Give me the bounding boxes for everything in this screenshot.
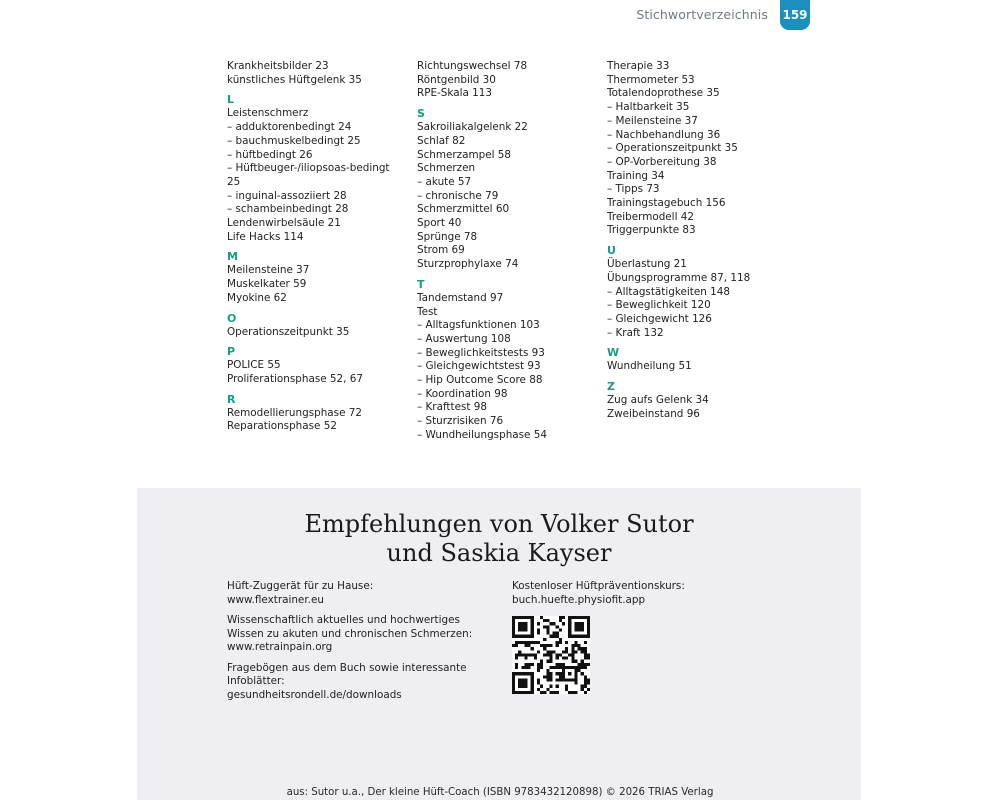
index-letter-heading: O <box>227 311 237 325</box>
copyright-footer: aus: Sutor u.a., Der kleine Hüft-Coach (ISBN 9783432120898) © 2026 TRIAS Verlag <box>286 787 714 798</box>
index-entry: Leistenschmerz <box>227 107 309 120</box>
index-entry: – Hüftbeuger-/iliopsoas-bedingt <box>227 162 390 175</box>
index-entry: – bauchmuskelbedingt 25 <box>227 134 361 147</box>
index-entry: – Hip Outcome Score 88 <box>417 374 543 387</box>
index-entry: – Gleichgewicht 126 <box>607 312 712 325</box>
index-entry: Richtungswechsel 78 <box>417 60 528 72</box>
index-entry: – Operationszeitpunkt 35 <box>607 142 738 155</box>
index-entry: Zug aufs Gelenk 34 <box>607 394 709 407</box>
index-letter-heading: S <box>417 107 425 121</box>
index-column-2 <box>417 60 602 443</box>
index-entry: – Koordination 98 <box>417 387 508 400</box>
index-entry: Life Hacks 114 <box>227 230 304 243</box>
index-letter-heading: Z <box>607 380 615 394</box>
index-entry: – Beweglichkeit 120 <box>607 299 711 312</box>
index-entry: 25 <box>227 175 241 188</box>
index-entry: – akute 57 <box>417 175 472 188</box>
section-title: Stichwortverzeichnis <box>636 7 768 22</box>
index-entry: Sakroiliakalgelenk 22 <box>417 121 528 134</box>
index-entry: Proliferationsphase 52, 67 <box>227 372 363 385</box>
index-entry: POLICE 55 <box>227 359 281 372</box>
index-entry: – Alltagsfunktionen 103 <box>417 319 540 332</box>
index-column-1 <box>227 60 412 434</box>
index-entry: Treibermodell 42 <box>607 210 694 223</box>
index-entry: – OP-Vorbereitung 38 <box>607 155 717 168</box>
index-entry: Schmerzampel 58 <box>417 148 512 161</box>
index-entry: Remodellierungsphase 72 <box>227 406 362 419</box>
index-entry: RPE-Skala 113 <box>417 87 492 100</box>
index-entry: Totalendoprothese 35 <box>607 87 720 100</box>
index-entry: Thermometer 53 <box>607 73 695 86</box>
index-entry: – Meilensteine 37 <box>607 114 698 127</box>
index-entry: Meilensteine 37 <box>227 264 310 277</box>
index-entry: – chronische 79 <box>417 189 499 202</box>
recommendations-title-line-2: und Saskia Kayser <box>386 539 612 567</box>
recommendation-text: Hüft-Zuggerät für zu Hause: <box>227 580 374 592</box>
recommendations-box <box>137 488 861 800</box>
index-entry: Strom 69 <box>417 244 465 257</box>
index-entry: Sport 40 <box>417 217 462 230</box>
index-entry: – Wundheilungsphase 54 <box>417 428 547 441</box>
index-entry: Operationszeitpunkt 35 <box>227 325 350 338</box>
recommendations-title-line-1: Empfehlungen von Volker Sutor <box>304 510 694 538</box>
index-letter-heading: L <box>227 93 235 107</box>
recommendations-left-list <box>227 580 487 709</box>
index-entry: Myokine 62 <box>227 291 287 304</box>
index-entry: Test <box>417 305 438 318</box>
recommendation-link[interactable]: www.flextrainer.eu <box>227 593 324 606</box>
index-entry: Übungsprogramme 87, 118 <box>607 271 751 284</box>
index-letter-heading: T <box>417 277 425 291</box>
index-entry: – Gleichgewichtstest 93 <box>417 360 541 373</box>
index-entry: Lendenwirbelsäule 21 <box>227 217 341 230</box>
recommendation-item <box>227 580 487 607</box>
index-entry: – inguinal-assoziiert 28 <box>227 189 347 202</box>
index-entry: Krankheitsbilder 23 <box>227 60 329 72</box>
index-entry: Training 34 <box>607 169 665 182</box>
index-entry: Schlaf 82 <box>417 134 466 147</box>
index-entry: Überlastung 21 <box>607 258 687 271</box>
index-letter-heading: R <box>227 392 236 406</box>
index-entry: Trainingstagebuch 156 <box>607 197 726 210</box>
recommendation-text: Wissenschaftlich aktuelles und hochwertiges <box>227 614 460 626</box>
index-entry: Schmerzen <box>417 162 476 175</box>
index-entry: Sturzprophylaxe 74 <box>417 258 519 271</box>
index-entry: – Beweglichkeitstests 93 <box>417 346 545 359</box>
index-entry: Röntgenbild 30 <box>417 73 496 86</box>
recommendation-link[interactable]: gesundheitsrondell.de/downloads <box>227 688 402 701</box>
recommendation-item <box>227 614 487 655</box>
index-letter-heading: W <box>607 346 620 360</box>
recommendations-title <box>137 510 861 568</box>
index-entry: Wundheilung 51 <box>607 360 692 373</box>
index-entry: Triggerpunkte 83 <box>607 224 696 237</box>
index-entry: – Auswertung 108 <box>417 332 511 345</box>
index-entry: Zweibeinstand 96 <box>607 407 700 420</box>
index-entry: Muskelkater 59 <box>227 278 307 291</box>
recommendation-text: Wissen zu akuten und chronischen Schmerzen: <box>227 627 473 640</box>
index-entry: – adduktorenbedingt 24 <box>227 121 352 134</box>
index-entry: – Haltbarkeit 35 <box>607 101 690 114</box>
qr-code-icon[interactable] <box>512 616 590 694</box>
page-number-badge: 159 <box>780 0 810 30</box>
course-url[interactable]: buch.huefte.physiofit.app <box>512 593 646 606</box>
index-entry: Reparationsphase 52 <box>227 420 337 433</box>
recommendation-item <box>227 662 487 703</box>
index-letter-heading: U <box>607 244 616 258</box>
index-entry: – Kraft 132 <box>607 326 664 339</box>
index-entry: Schmerzmittel 60 <box>417 203 510 216</box>
index-column-3 <box>607 60 792 421</box>
index-entry: künstliches Hüftgelenk 35 <box>227 73 362 86</box>
index-entry: – Alltagstätigkeiten 148 <box>607 285 730 298</box>
recommendation-text: Fragebögen aus dem Buch sowie interessante <box>227 661 467 674</box>
index-entry: – schambeinbedingt 28 <box>227 203 349 216</box>
index-entry: – Tipps 73 <box>607 183 660 196</box>
index-letter-heading: P <box>227 345 236 359</box>
index-entry: Sprünge 78 <box>417 230 478 243</box>
index-entry: – Nachbehandlung 36 <box>607 128 721 141</box>
recommendation-link[interactable]: www.retrainpain.org <box>227 641 333 653</box>
index-entry: – hüftbedingt 26 <box>227 148 313 161</box>
index-entry: – Krafttest 98 <box>417 401 487 414</box>
index-entry: Therapie 33 <box>607 60 670 72</box>
course-label: Kostenloser Hüftpräventionskurs: <box>512 580 685 592</box>
index-entry: Tandemstand 97 <box>417 291 504 304</box>
index-letter-heading: M <box>227 250 238 264</box>
index-entry: – Sturzrisiken 76 <box>417 415 504 428</box>
recommendation-text: Infoblätter: <box>227 675 285 687</box>
recommendations-right <box>512 580 772 607</box>
